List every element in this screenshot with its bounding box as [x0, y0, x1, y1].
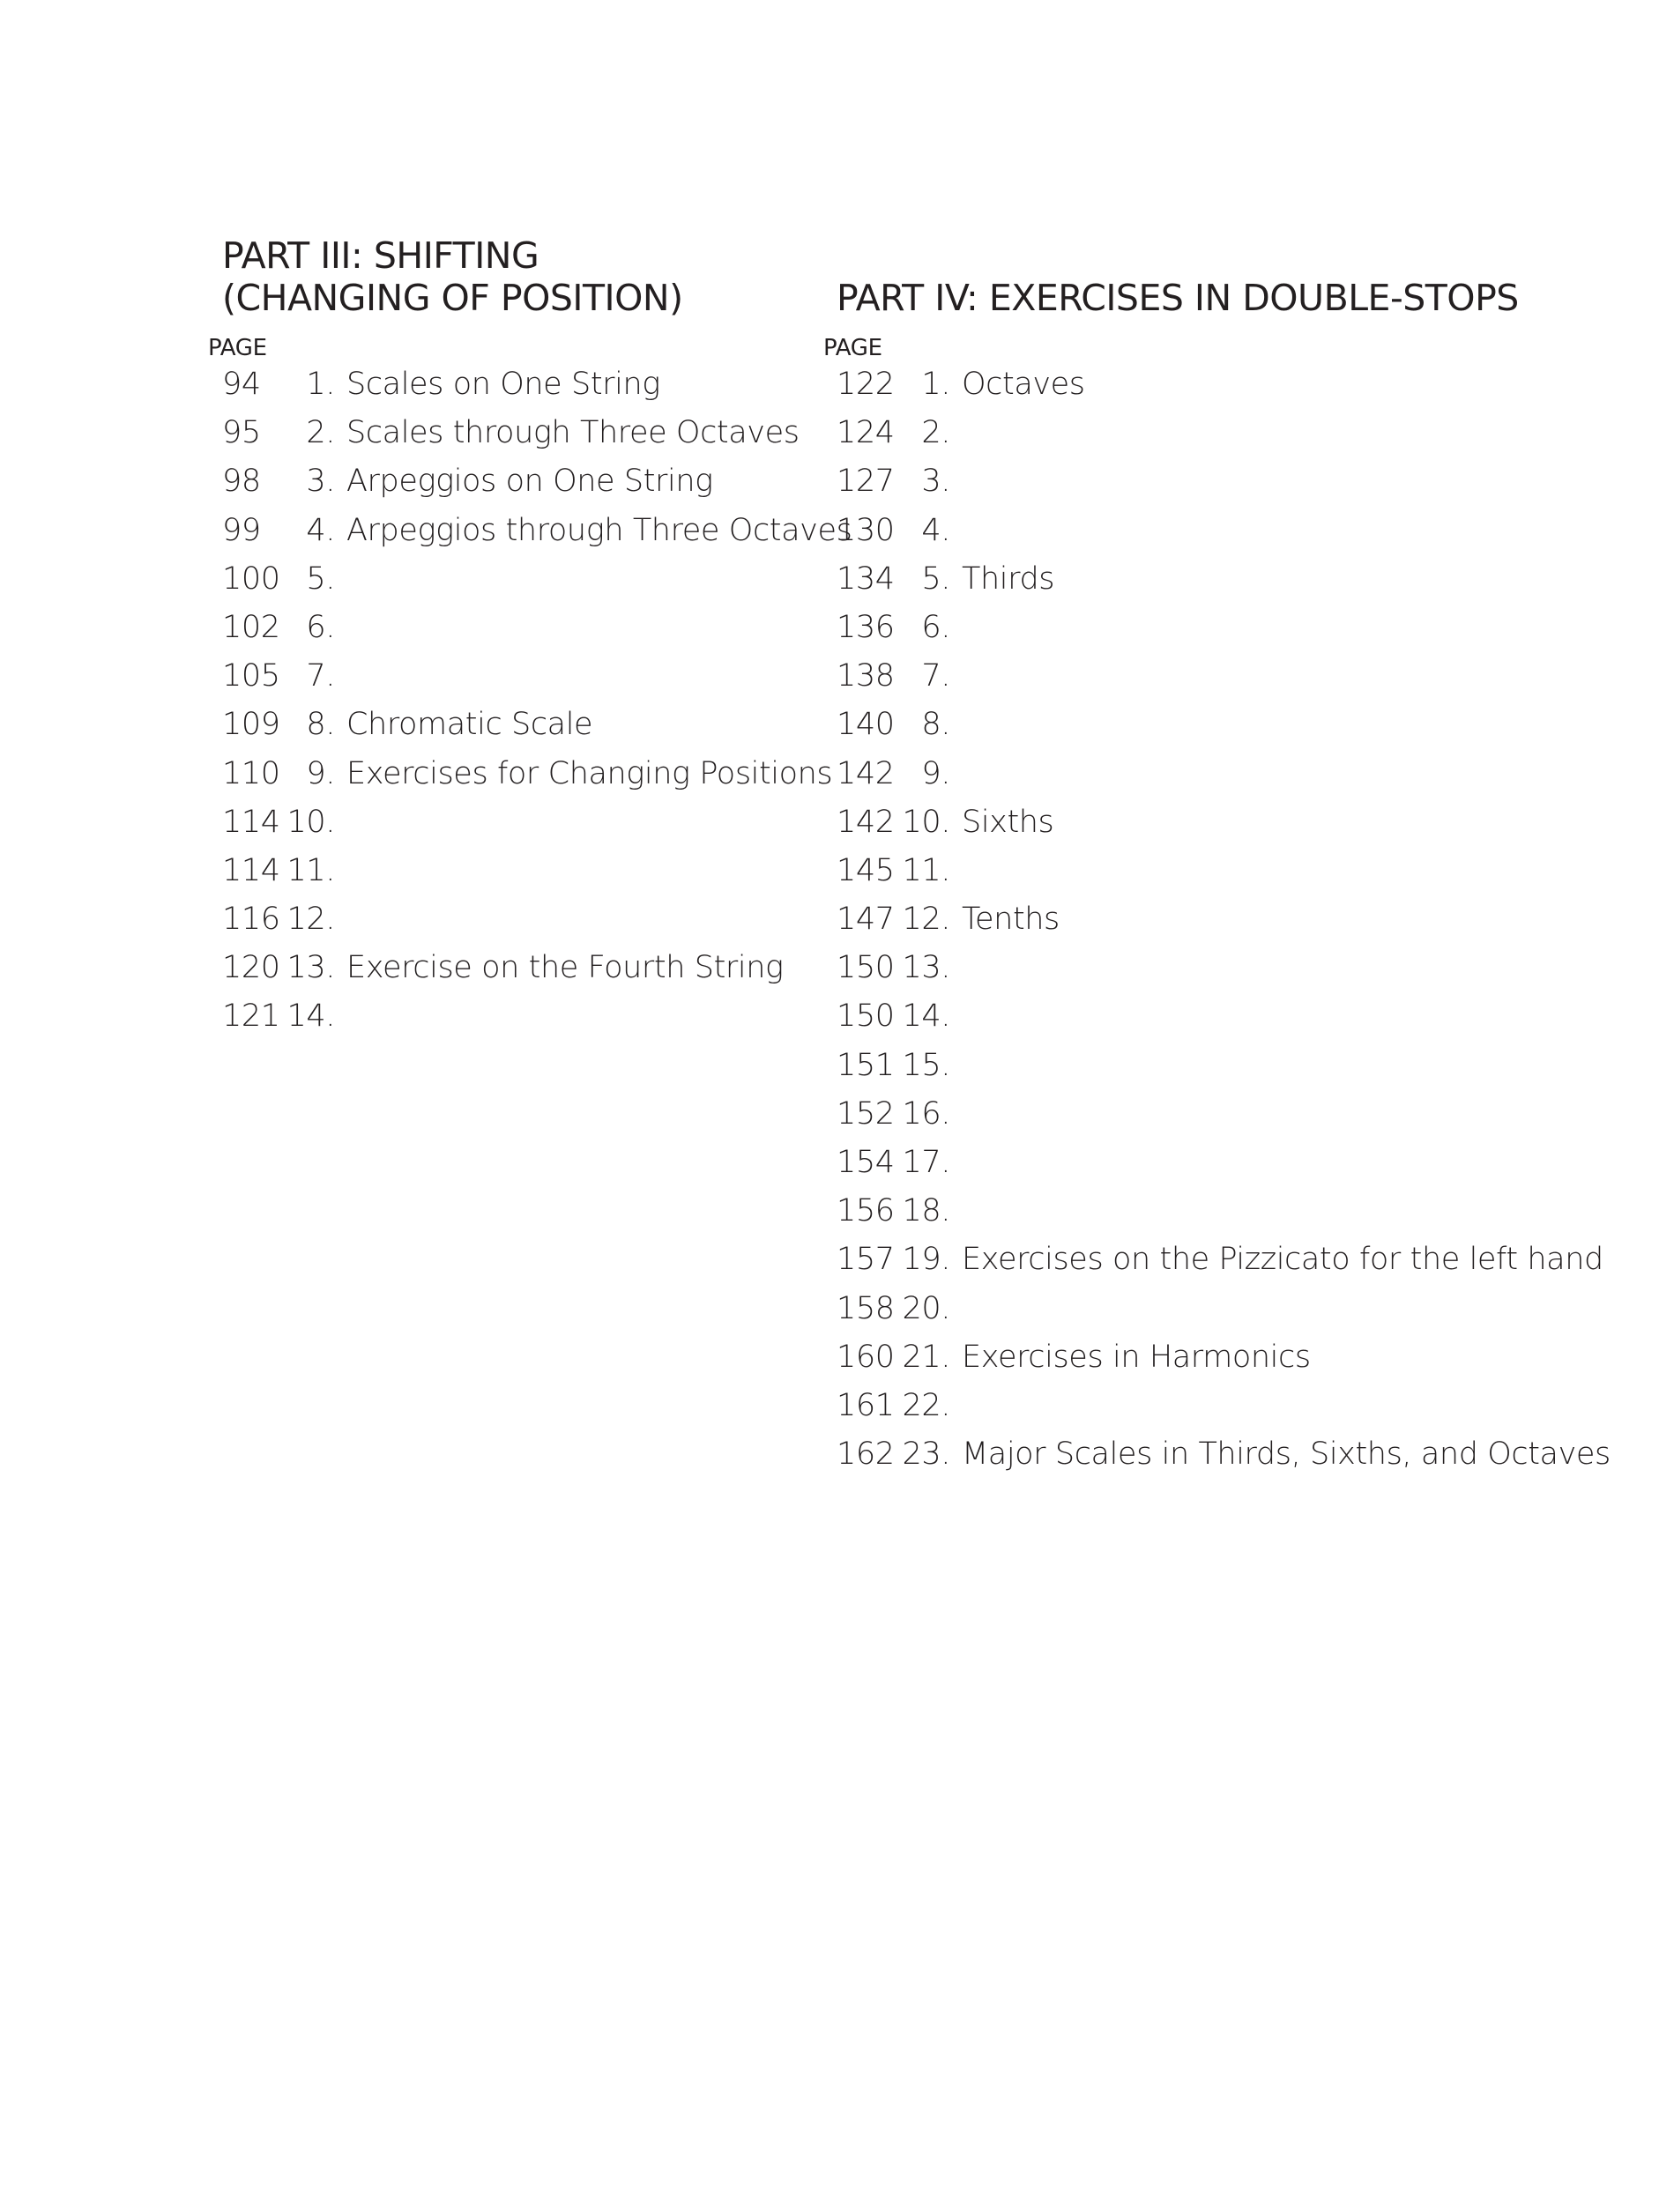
- toc-entry: [837, 701, 1630, 749]
- toc-item-number: 6.: [921, 609, 950, 645]
- toc-item-number: 11.: [902, 852, 950, 888]
- toc-item-number: 20.: [902, 1290, 950, 1326]
- toc-item-number: 19.: [902, 1242, 950, 1278]
- toc-item-number: 11.: [286, 852, 335, 888]
- toc-page-number: 114: [222, 804, 280, 840]
- toc-entry: [837, 652, 1630, 701]
- toc-item-number-wrap: [837, 604, 950, 652]
- toc-page-number: 136: [837, 609, 895, 645]
- toc-item-number: 9.: [306, 755, 335, 791]
- toc-page-number: 124: [837, 415, 895, 451]
- toc-item-number: 15.: [902, 1047, 950, 1083]
- toc-page-number: 152: [837, 1095, 895, 1132]
- toc-item-number-wrap: [837, 1042, 950, 1090]
- toc-page-number: 110: [222, 755, 280, 791]
- toc-page-number: 121: [222, 998, 280, 1035]
- toc-page-number: 120: [222, 950, 280, 986]
- toc-page-number: 109: [222, 707, 280, 743]
- toc-page-number: 160: [837, 1339, 895, 1375]
- part-four-title: PART IV: EXERCISES IN DOUBLE-STOPS: [837, 277, 1519, 319]
- toc-item-number: 14.: [286, 998, 335, 1035]
- toc-page-number: 158: [837, 1290, 895, 1326]
- toc-item-number-wrap: [837, 652, 950, 701]
- toc-item-number: 3.: [306, 464, 335, 500]
- toc-item-number-wrap: [837, 992, 950, 1041]
- toc-item-number: 6.: [306, 609, 335, 645]
- toc-item-number: 2.: [306, 415, 335, 451]
- toc-page-number: 154: [837, 1145, 895, 1180]
- toc-entry: [837, 1236, 1630, 1284]
- toc-item-title: Sixths: [962, 804, 1054, 840]
- toc-item-number: 13.: [902, 950, 950, 986]
- toc-page-number: 161: [837, 1387, 895, 1423]
- toc-page-number: 150: [837, 998, 895, 1035]
- toc-page-number: 162: [837, 1436, 895, 1473]
- part-four-toc-list: [837, 360, 1630, 1479]
- toc-item-title: Exercise on the Fourth String: [346, 950, 784, 986]
- part-three-title-line-2: (CHANGING OF POSITION): [222, 277, 683, 319]
- toc-item-number: 1.: [921, 367, 950, 402]
- toc-page-number: 142: [837, 804, 895, 840]
- toc-page-number: 145: [837, 852, 895, 888]
- toc-item-number-wrap: [837, 457, 950, 506]
- toc-item-number: 17.: [902, 1145, 950, 1180]
- toc-page-number: 157: [837, 1242, 895, 1278]
- toc-page-number: 147: [837, 902, 895, 938]
- toc-entry: [837, 798, 1630, 847]
- toc-page-number: 99: [222, 512, 261, 548]
- toc-item-number: 10.: [902, 804, 950, 840]
- toc-page-number: 94: [222, 367, 261, 402]
- toc-item-title: Exercises for Changing Positions: [346, 755, 833, 791]
- toc-item-title: Scales through Three Octaves: [346, 415, 800, 451]
- toc-entry: [837, 360, 1630, 409]
- toc-item-number: 22.: [902, 1387, 950, 1423]
- toc-page-number: 140: [837, 707, 895, 743]
- toc-item-number: 14.: [902, 998, 950, 1035]
- part-three-title-line-1: PART III: SHIFTING: [222, 234, 539, 277]
- toc-item-number: 16.: [902, 1095, 950, 1132]
- toc-entry: [837, 1187, 1630, 1236]
- toc-item-number: 18.: [902, 1193, 950, 1229]
- toc-item-number: 4.: [921, 512, 950, 548]
- toc-item-number-wrap: [837, 1187, 950, 1236]
- toc-entry: [837, 604, 1630, 652]
- toc-entry: [837, 1285, 1630, 1333]
- toc-entry: [837, 1139, 1630, 1187]
- toc-item-title: Major Scales in Thirds, Sixths, and Octaves: [962, 1436, 1611, 1473]
- toc-entry: [837, 1090, 1630, 1139]
- toc-item-number-wrap: [837, 1090, 950, 1139]
- toc-page-number: 122: [837, 367, 895, 402]
- toc-item-title: Arpeggios on One String: [346, 464, 713, 500]
- toc-entry: [837, 750, 1630, 798]
- toc-item-title: Exercises in Harmonics: [962, 1339, 1311, 1375]
- toc-item-number-wrap: [837, 1236, 950, 1284]
- toc-item-number-wrap: [837, 944, 950, 992]
- toc-page-number: 102: [222, 609, 280, 645]
- toc-entry: [837, 409, 1630, 457]
- toc-entry: [837, 1042, 1630, 1090]
- toc-item-title: Tenths: [962, 902, 1060, 938]
- toc-entry: [837, 1430, 1630, 1479]
- toc-item-number: 7.: [306, 658, 335, 694]
- toc-entry: [837, 457, 1630, 506]
- toc-item-number-wrap: [837, 701, 950, 749]
- toc-page-number: 100: [222, 560, 280, 597]
- part-four-page-label: PAGE: [823, 335, 882, 361]
- toc-item-number-wrap: [837, 895, 950, 944]
- toc-item-number: 12.: [902, 902, 950, 938]
- toc-item-number-wrap: [837, 1430, 950, 1479]
- toc-item-number: 1.: [306, 367, 335, 402]
- toc-item-number: 23.: [902, 1436, 950, 1473]
- toc-item-number: 8.: [306, 707, 335, 743]
- toc-entry: [837, 992, 1630, 1041]
- toc-item-number-wrap: [837, 1382, 950, 1430]
- toc-entry: [837, 1333, 1630, 1382]
- toc-entry: [837, 847, 1630, 895]
- toc-item-number: 9.: [921, 755, 950, 791]
- toc-item-number: 5.: [306, 560, 335, 597]
- toc-page-number: 150: [837, 950, 895, 986]
- part-three-page-label: PAGE: [208, 335, 267, 361]
- toc-page-number: 127: [837, 464, 895, 500]
- toc-page-number: 151: [837, 1047, 895, 1083]
- toc-entry: [837, 507, 1630, 555]
- toc-entry: [837, 555, 1630, 604]
- toc-page-number: 114: [222, 852, 280, 888]
- toc-item-number: 4.: [306, 512, 335, 548]
- toc-item-number-wrap: [837, 360, 950, 409]
- toc-page-number: 116: [222, 902, 280, 938]
- toc-page-number: 130: [837, 512, 895, 548]
- toc-page-number: 142: [837, 755, 895, 791]
- toc-page-number: 138: [837, 658, 895, 694]
- toc-item-number-wrap: [837, 507, 950, 555]
- toc-page-number: 95: [222, 415, 261, 451]
- toc-item-number-wrap: [837, 750, 950, 798]
- toc-item-number-wrap: [837, 798, 950, 847]
- toc-entry: [837, 1382, 1630, 1430]
- toc-item-title: Scales on One String: [346, 367, 660, 402]
- toc-item-number: 8.: [921, 707, 950, 743]
- toc-item-number-wrap: [837, 1333, 950, 1382]
- toc-item-title: Arpeggios through Three Octaves: [346, 512, 852, 548]
- toc-entry: [837, 895, 1630, 944]
- toc-page-number: 105: [222, 658, 280, 694]
- toc-item-number: 2.: [921, 415, 950, 451]
- toc-item-number-wrap: [837, 847, 950, 895]
- toc-item-number-wrap: [837, 409, 950, 457]
- toc-item-number: 13.: [286, 950, 335, 986]
- toc-item-number: 7.: [921, 658, 950, 694]
- toc-item-title: Exercises on the Pizzicato for the left hand: [962, 1242, 1603, 1278]
- toc-item-number: 3.: [921, 464, 950, 500]
- toc-page-number: 134: [837, 560, 895, 597]
- toc-item-title: Thirds: [962, 560, 1055, 597]
- toc-item-title: Chromatic Scale: [346, 707, 593, 743]
- toc-item-number-wrap: [837, 1285, 950, 1333]
- toc-entry: [837, 944, 1630, 992]
- toc-item-number: 12.: [286, 902, 335, 938]
- toc-item-number: 21.: [902, 1339, 950, 1375]
- toc-item-number: 10.: [286, 804, 335, 840]
- toc-item-number-wrap: [837, 1139, 950, 1187]
- toc-item-title: Octaves: [962, 367, 1085, 402]
- toc-item-number: 5.: [921, 560, 950, 597]
- toc-page-number: 156: [837, 1193, 895, 1229]
- toc-page-number: 98: [222, 464, 261, 500]
- toc-item-number-wrap: [837, 555, 950, 604]
